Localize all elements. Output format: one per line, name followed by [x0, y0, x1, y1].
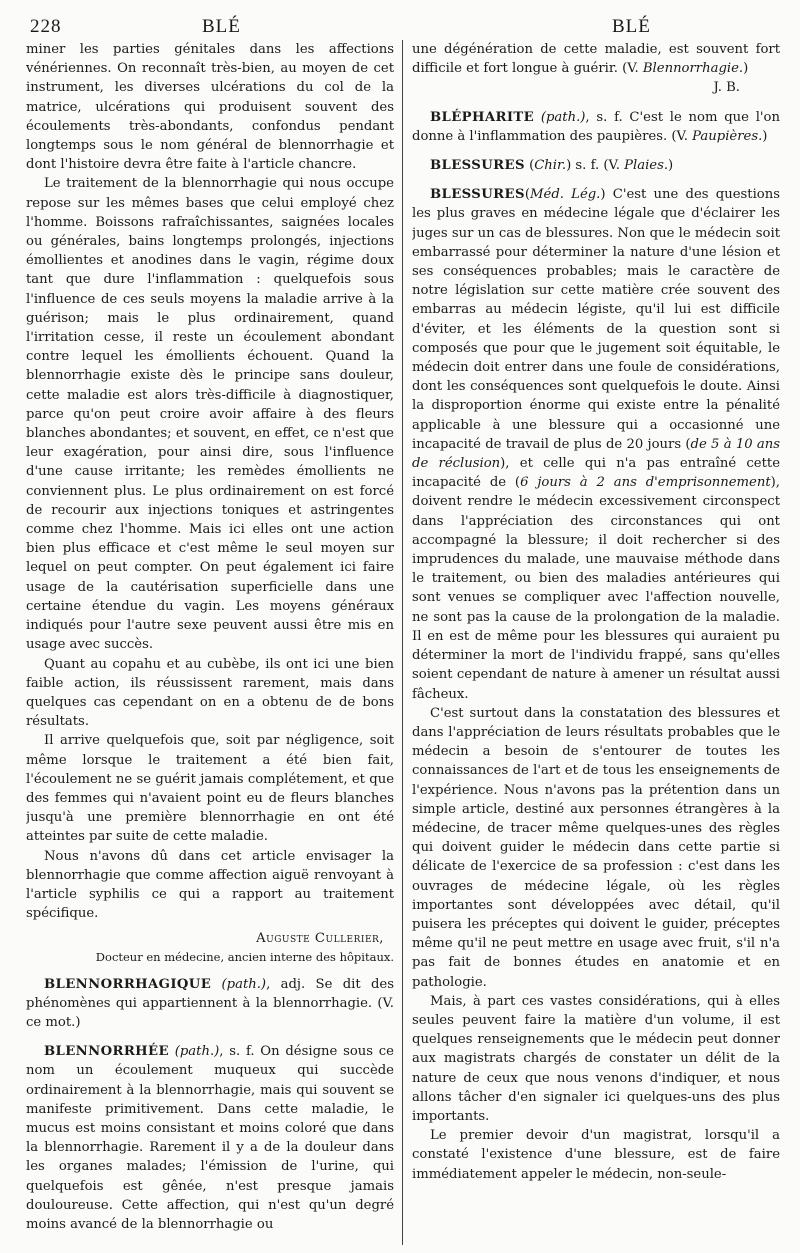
- entry-definition: ) s. f. (V.: [566, 158, 625, 174]
- left-column: [26, 40, 394, 1245]
- paragraph: C'est surtout dans la constatation des blessures et dans l'appréciation de leurs résultats probables que le médecin a besoin de s'entourer de toutes les connaissances de l'art et de tous les enseignements de l'expérience. Nous n'avons pas la prétention dans un simple article, destiné aux personnes étrangères à la médecine, de tracer même quelques-unes des règles qui doivent guider le médecin dans cette partie si délicate de l'exercice de sa profession : c'est dans les ouvrages de médecine légale, où les règles importantes sont développées avec détail, qu'il puisera les préceptes qui doivent le guider, préceptes même qu'il ne peut mettre en usage avec fruit, s'il n'a pas fait de bonnes études en anatomie et en pathologie.: [412, 705, 780, 990]
- paragraph-text: une dégénération de cette maladie, est souvent fort difficile et fort longue à guérir. (V.: [412, 42, 780, 77]
- dictionary-entry: [26, 975, 394, 1033]
- penalty-note: de 5 à 10 ans de réclusion: [412, 436, 780, 472]
- entry-definition: , adj. Se dit des phénomènes qui appartiennent à la blennorrhagie. (V. ce mot.): [26, 976, 394, 1030]
- cross-reference: Blennorrhagie.: [642, 61, 744, 77]
- paragraph: Le premier devoir d'un magistrat, lorsqu'il a constaté l'existence d'une blessure, est de faire immédiatement appeler le médecin, non-seule-: [412, 1128, 780, 1182]
- column-rule: [402, 40, 403, 1245]
- entry-definition: (: [524, 187, 531, 203]
- paragraph: miner les parties génitales dans les affections vénériennes. On reconnaît très-bien, au moyen de cet instrument, les diverses ulcérations du col de la matrice, ulcérations qui produisent souvent des écoulements très-abondants, confondus pendant longtemps sous le nom général de blennorrhagie et dont l'histoire devra être faite à l'article chancre.: [26, 42, 394, 173]
- entry-abbreviation: (path.): [540, 109, 586, 125]
- entry-definition: ), et celle qui n'a pas entraîné cette incapacité de (: [412, 456, 780, 491]
- author-credentials: Docteur en médecine, ancien interne des hôpitaux.: [95, 949, 394, 964]
- entry-headword: BLENNORRHÉE: [44, 1044, 169, 1060]
- right-column: [412, 40, 780, 1245]
- dictionary-entry: [412, 156, 780, 175]
- entry-definition: ), doivent rendre le médecin excessivement circonspect dans l'appréciation des circonstances qui ont accompagné la blessure; il doit rechercher si des imprudences du malade, une mauvaise méthode dans le traitement, ou bien des maladies antérieures qui sont venues se compliquer avec l'affection nouvelle, ne sont pas la cause de la prolongation de la maladie. Il en est de même pour les blessures qui auraient pu déterminer la mort de l'individu frappé, sans qu'elles soient cependant de nature à amener un résultat aussi fâcheux.: [412, 475, 780, 702]
- right-running-title: BLÉ: [612, 16, 651, 37]
- penalty-note: 6 jours à 2 ans d'emprisonnement: [520, 475, 771, 491]
- left-running-title: BLÉ: [202, 16, 241, 37]
- author-signature: Auguste Cullerier,: [256, 931, 384, 947]
- entry-definition: , s. f. On désigne sous ce nom un écoulement muqueux qui succède ordinairement à la blennorrhagie, mais qui souvent se manifeste primitivement. Dans cette maladie, le mucus est moins consistant et moins coloré que dans la blennorrhagie. Rarement il y a de la douleur dans les organes malades; l'émission de l'urine, qui quelquefois est gênée, n'est presque jamais douloureuse. Cette affection, qui n'est qu'un degré moins avancé de la blennorrhagie ou: [26, 1044, 394, 1232]
- entry-definition: ) C'est une des questions les plus graves en médecine légale que d'éclairer les juges sur un cas de blessures. Non que le médecin soit embarrassé pour déterminer la nature d'une lésion et ses conséquences probables; mais le caractère de notre législation sur cette matière crée souvent des embarras au médecin légiste, qu'il lui est difficile d'éviter, et les éléments de la question sont si composés que pour que le jugement soit équitable, le médecin doit entrer dans une foule de considérations, dont les conséquences sont quelquefois le doute. Ainsi la disproportion énorme qui existe entre la pénalité applicable à une blessure qui a occasionné une incapacité de travail de plus de 20 jours (: [412, 187, 780, 452]
- paragraph: [412, 40, 780, 78]
- running-header: [26, 14, 780, 40]
- entry-abbreviation: (path.): [221, 976, 267, 992]
- paragraph: Le traitement de la blennorrhagie qui nous occupe repose sur les mêmes bases que celui employé chez l'homme. Boissons rafraîchissantes, saignées locales ou générales, bains longtemps prolongés, injections émollientes et anodines dans le vagin, régime doux tant que dure l'inflammation : quelquefois sous l'influence de ces seuls moyens la maladie arrive à la guérison; mais le plus ordinairement, quand l'irritation cesse, il reste un écoulement abondant contre lequel les émollients échouent. Quand la blennorrhagie existe dès le principe sans douleur, cette maladie est alors très-difficile à diagnostiquer, parce qu'on peut croire avoir affaire à des fleurs blanches abondantes; et souvent, en effet, ce n'est que leur exagération, pour ainsi dire, sous l'influence d'une cause irritante; les remèdes émollients ne conviennent plus. Le plus ordinairement on est forcé de recourir aux injections toniques et astringentes comme chez l'homme. Mais ici elles ont une action bien plus efficace et c'est même le seul moyen sur lequel on peut compter. On peut également ici faire usage de la cautérisation superficielle dans une certaine étendue du vagin. Les moyens généraux indiqués pour l'autre sexe peuvent aussi être mis en usage avec succès.: [26, 176, 394, 653]
- dictionary-entry: [412, 108, 780, 146]
- entry-abbreviation: Chir.: [534, 158, 567, 174]
- paragraph: Quant au copahu et au cubèbe, ils ont ici une bien faible action, ils réussissent rarement, mais dans quelques cas cependant on en a obtenu de de bons résultats.: [26, 656, 394, 730]
- entry-headword: BLESSURES: [430, 158, 525, 174]
- entry-definition: , s. f. C'est le nom que l'on donne à l'inflammation des paupières. (V.: [412, 109, 780, 144]
- cross-reference: Paupières.: [692, 128, 763, 144]
- entry-headword: BLENNORRHAGIQUE: [44, 976, 212, 992]
- entry-abbreviation: (path.): [174, 1044, 220, 1060]
- entry-definition: (: [524, 158, 535, 174]
- entry-abbreviation: Méd. Lég.: [530, 187, 601, 203]
- paragraph-text: ): [743, 61, 749, 77]
- paragraph: Mais, à part ces vastes considérations, qui à elles seules peuvent faire la matière d'un volume, il est quelques renseignements que le médecin peut donner aux magistrats chargés de constater un délit de la nature de ceux que nous venons d'indiquer, et nous allons tâcher d'en signaler ici quelques-uns des plus importants.: [412, 993, 780, 1124]
- dictionary-entry: [412, 185, 780, 703]
- cross-reference: Plaies.: [624, 158, 669, 174]
- author-initials: J. B.: [713, 80, 740, 96]
- paragraph: Il arrive quelquefois que, soit par négligence, soit même lorsque le traitement a été bien fait, l'écoulement ne se guérit jamais complétement, et que des femmes qui n'avaient point eu de fleurs blanches jusqu'à une première blennorrhagie en ont été atteintes par suite de cette maladie.: [26, 733, 394, 845]
- entry-headword: BLESSURES: [430, 187, 525, 203]
- paragraph: Nous n'avons dû dans cet article envisager la blennorrhagie que comme affection aiguë renvoyant à l'article syphilis ce qui a rapport au traitement spécifique.: [26, 848, 394, 922]
- entry-definition: ): [668, 158, 674, 174]
- entry-headword: BLÉPHARITE: [430, 109, 535, 125]
- entry-definition: ): [762, 128, 768, 144]
- text-columns: [26, 40, 780, 1245]
- dictionary-entry: [26, 1042, 394, 1234]
- page-number: 228: [30, 16, 62, 37]
